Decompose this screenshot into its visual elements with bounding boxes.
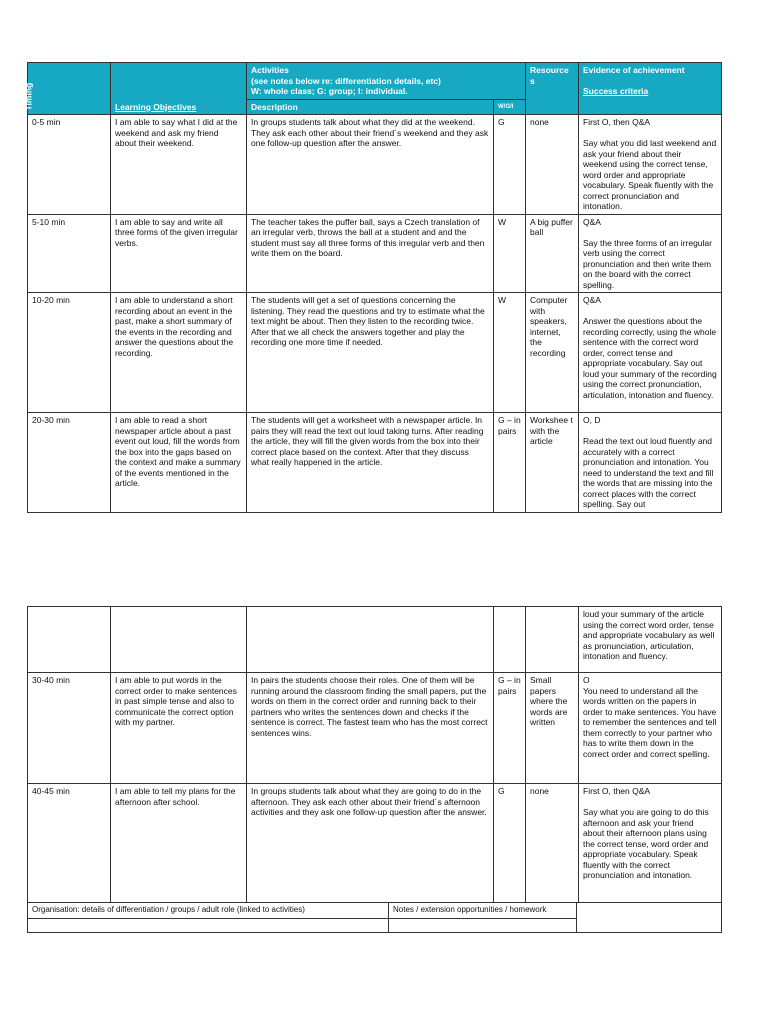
table-row [28,673,722,784]
objective-cell: I am able to tell my plans for the afternoon after school. [111,784,247,903]
lesson-plan-table-page2 [27,606,722,903]
lesson-plan-table-page1 [23,62,722,513]
table-row [28,214,722,293]
objective-cell: I am able to put words in the correct order to make sentences in past simple tense and also to communicate the correct option with my partner. [111,673,247,784]
evidence-cell: loud your summary of the article using the correct word order, tense and appropriate vocabulary as well as pronunciation, articulation, intonation and fluency. [579,607,722,673]
notes-body [389,918,577,932]
evidence-cell: O You need to understand all the words written on the papers in order to make sentences. You have to remember the sentences and tell them correctly to your partner who has to write them down in the correct order and correct spelling. [579,673,722,784]
wgi-cell [494,607,526,673]
activities-header [247,63,526,100]
objective-cell: I am able to say and write all three forms of the given irregular verbs. [111,214,247,293]
wgi-header: W/G/I [494,99,526,115]
objective-cell: I am able to understand a short recording about an event in the past, make a short summary of the events in the recording and answer the questions about the recording. [111,293,247,413]
objective-cell [111,607,247,673]
footer-table [27,902,722,933]
timing-cell: 10-20 min [28,293,111,413]
activities-header-key: W: whole class; G: group; I: individual. [251,86,408,96]
footer-header-row [28,903,722,919]
description-header: Description [247,99,494,115]
resources-cell: A big puffer ball [526,214,579,293]
description-cell: In groups students talk about what they did at the weekend. They ask each other about their friend´s weekend and they ask one follow-up question after the answer. [247,115,494,215]
timing-cell: 5-10 min [28,214,111,293]
objectives-header-label: Learning Objectives [115,101,197,112]
timing-cell: 0-5 min [28,115,111,215]
table-row [28,413,722,513]
description-cell [247,607,494,673]
resources-cell: Computer with speakers, internet, the recording [526,293,579,413]
evidence-cell: Q&A Answer the questions about the recording correctly, using the whole sentence with the correct word order, correct tense and appropriate vocabulary. Say out loud your summary of the recording using the correct pronunciation, articulation, intonation and fluency. [579,293,722,413]
resources-cell [526,607,579,673]
objective-cell: I am able to say what I did at the weekend and ask my friend about their weekend. [111,115,247,215]
timing-cell [28,607,111,673]
description-cell: The teacher takes the puffer ball, says a Czech translation of an irregular verb, throws the ball at a student and and the student must say all three forms of this irregular verb and then write them on the board. [247,214,494,293]
success-criteria-label: Success criteria [583,85,649,96]
table-row [28,784,722,903]
evidence-header-label: Evidence of achievement [583,65,685,75]
evidence-cell: Q&A Say the three forms of an irregular verb using the correct pronunciation and then write them on the board with the correct spelling. [579,214,722,293]
footer-empty-cell [577,903,722,933]
objective-cell: I am able to read a short newspaper article about a past event out loud, fill the words from the box into the gaps based on the context and make a summary of the events mentioned in the article. [111,413,247,513]
timing-cell: 20-30 min [28,413,111,513]
evidence-cell: O, D Read the text out loud fluently and accurately with a correct pronunciation and intonation. You need to understand the text and fill the words that are missing into the correct places with the correct spelling. Say out [579,413,722,513]
resources-cell: Small papers where the words are written [526,673,579,784]
timing-header-label: Timing [23,82,34,110]
organisation-body [28,918,389,932]
table-row [28,293,722,413]
table-row [28,115,722,215]
resources-cell: none [526,784,579,903]
wgi-cell: G [494,784,526,903]
timing-header [23,63,111,115]
table-row [28,607,722,673]
wgi-cell: W [494,293,526,413]
activities-header-note: (see notes below re: differentiation details, etc) [251,75,441,86]
evidence-cell: First O, then Q&A Say what you did last weekend and ask your friend about their weekend using the correct tense, word order and appropriate vocabulary. Speak fluently with the correct pronunciation and intonation. [579,115,722,215]
notes-header: Notes / extension opportunities / homework [389,903,577,919]
objectives-header [111,63,247,115]
evidence-header [579,63,722,115]
header-row [28,63,722,100]
evidence-cell: First O, then Q&A Say what you are going to do this afternoon and ask your friend about their afternoon plans using the correct tense, word order and appropriate vocabulary. Speak fluently with the correct pronunciation and intonation. [579,784,722,903]
description-cell: In groups students talk about what they are going to do in the afternoon. They ask each other about their friend´s afternoon activities and they ask one follow-up question after the answer. [247,784,494,903]
timing-cell: 30-40 min [28,673,111,784]
resources-header: Resource s [526,63,579,115]
resources-cell: Workshee t with the article [526,413,579,513]
activities-header-title: Activities [251,65,289,75]
wgi-cell: G [494,115,526,215]
organisation-header: Organisation: details of differentiation / groups / adult role (linked to activities) [28,903,389,919]
timing-cell: 40-45 min [28,784,111,903]
wgi-cell: G – in pairs [494,673,526,784]
wgi-cell: G – in pairs [494,413,526,513]
description-cell: The students will get a worksheet with a newspaper article. In pairs they will read the text out loud taking turns. After reading the article, they will fill the given words from the box into their correct place based on the context. After that they discuss what really happened in the article. [247,413,494,513]
description-cell: In pairs the students choose their roles. One of them will be running around the classroom finding the small papers, put the words on them in the correct order and running back to their partners who writes the sentences down and checks if the sentence is correct. The fastest team who has the most correct sentences wins. [247,673,494,784]
wgi-cell: W [494,214,526,293]
resources-cell: none [526,115,579,215]
description-cell: The students will get a set of questions concerning the listening. They read the questions and try to estimate what the text might be about. Then they listen to the recording twice. After that we all check the answers together and play the recording one more time if needed. [247,293,494,413]
